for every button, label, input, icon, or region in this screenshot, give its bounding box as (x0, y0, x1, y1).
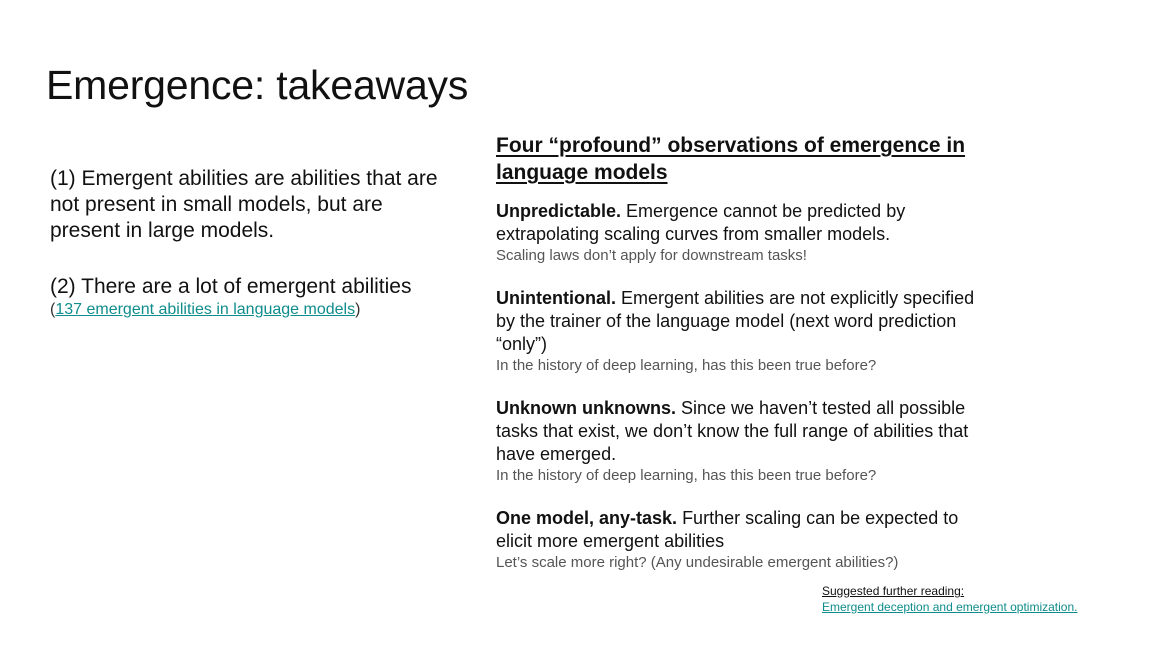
further-reading-link[interactable]: Emergent deception and emergent optimization. (822, 600, 1078, 614)
takeaway-point-2-reference (50, 300, 450, 320)
observation-term: Unpredictable. (496, 201, 622, 221)
observation-body (496, 397, 996, 466)
observations-column (496, 132, 996, 594)
observations-heading: Four “profound” observations of emergence in language models (496, 134, 966, 184)
observation-text: Since we haven’t tested all possible tasks that exist, we don’t know the full range of abilities that have emerged. (496, 398, 969, 464)
takeaway-point-2: (2) There are a lot of emergent abilities (50, 275, 412, 298)
reference-close-paren: ) (355, 301, 361, 318)
observation-text: Emergent abilities are not explicitly specified by the trainer of the language model (next word prediction “only”) (496, 288, 975, 354)
observation-item (496, 507, 996, 572)
observation-text: Further scaling can be expected to elicit more emergent abilities (496, 508, 959, 551)
observation-note: In the history of deep learning, has this been true before? (496, 467, 877, 484)
observation-item (496, 200, 996, 265)
observation-item (496, 397, 996, 485)
takeaways-column (50, 166, 450, 320)
observation-body (496, 200, 996, 246)
observation-body (496, 287, 996, 356)
slide-title: Emergence: takeaways (46, 62, 469, 108)
further-reading-label: Suggested further reading: (822, 584, 965, 598)
emergent-abilities-link[interactable]: 137 emergent abilities in language models (55, 301, 356, 318)
observation-note: In the history of deep learning, has this been true before? (496, 357, 877, 374)
observation-term: One model, any-task. (496, 508, 678, 528)
further-reading (822, 583, 1078, 615)
observation-note: Scaling laws don’t apply for downstream tasks! (496, 247, 807, 264)
reference-open-paren: ( (50, 301, 56, 318)
observation-body (496, 507, 996, 553)
observation-term: Unintentional. (496, 288, 616, 308)
observation-item (496, 287, 996, 375)
takeaway-point-1: (1) Emergent abilities are abilities that are not present in small models, but are present in large models. (50, 167, 438, 242)
observation-note: Let’s scale more right? (Any undesirable emergent abilities?) (496, 554, 899, 571)
observation-term: Unknown unknowns. (496, 398, 676, 418)
observation-text: Emergence cannot be predicted by extrapolating scaling curves from smaller models. (496, 201, 906, 244)
